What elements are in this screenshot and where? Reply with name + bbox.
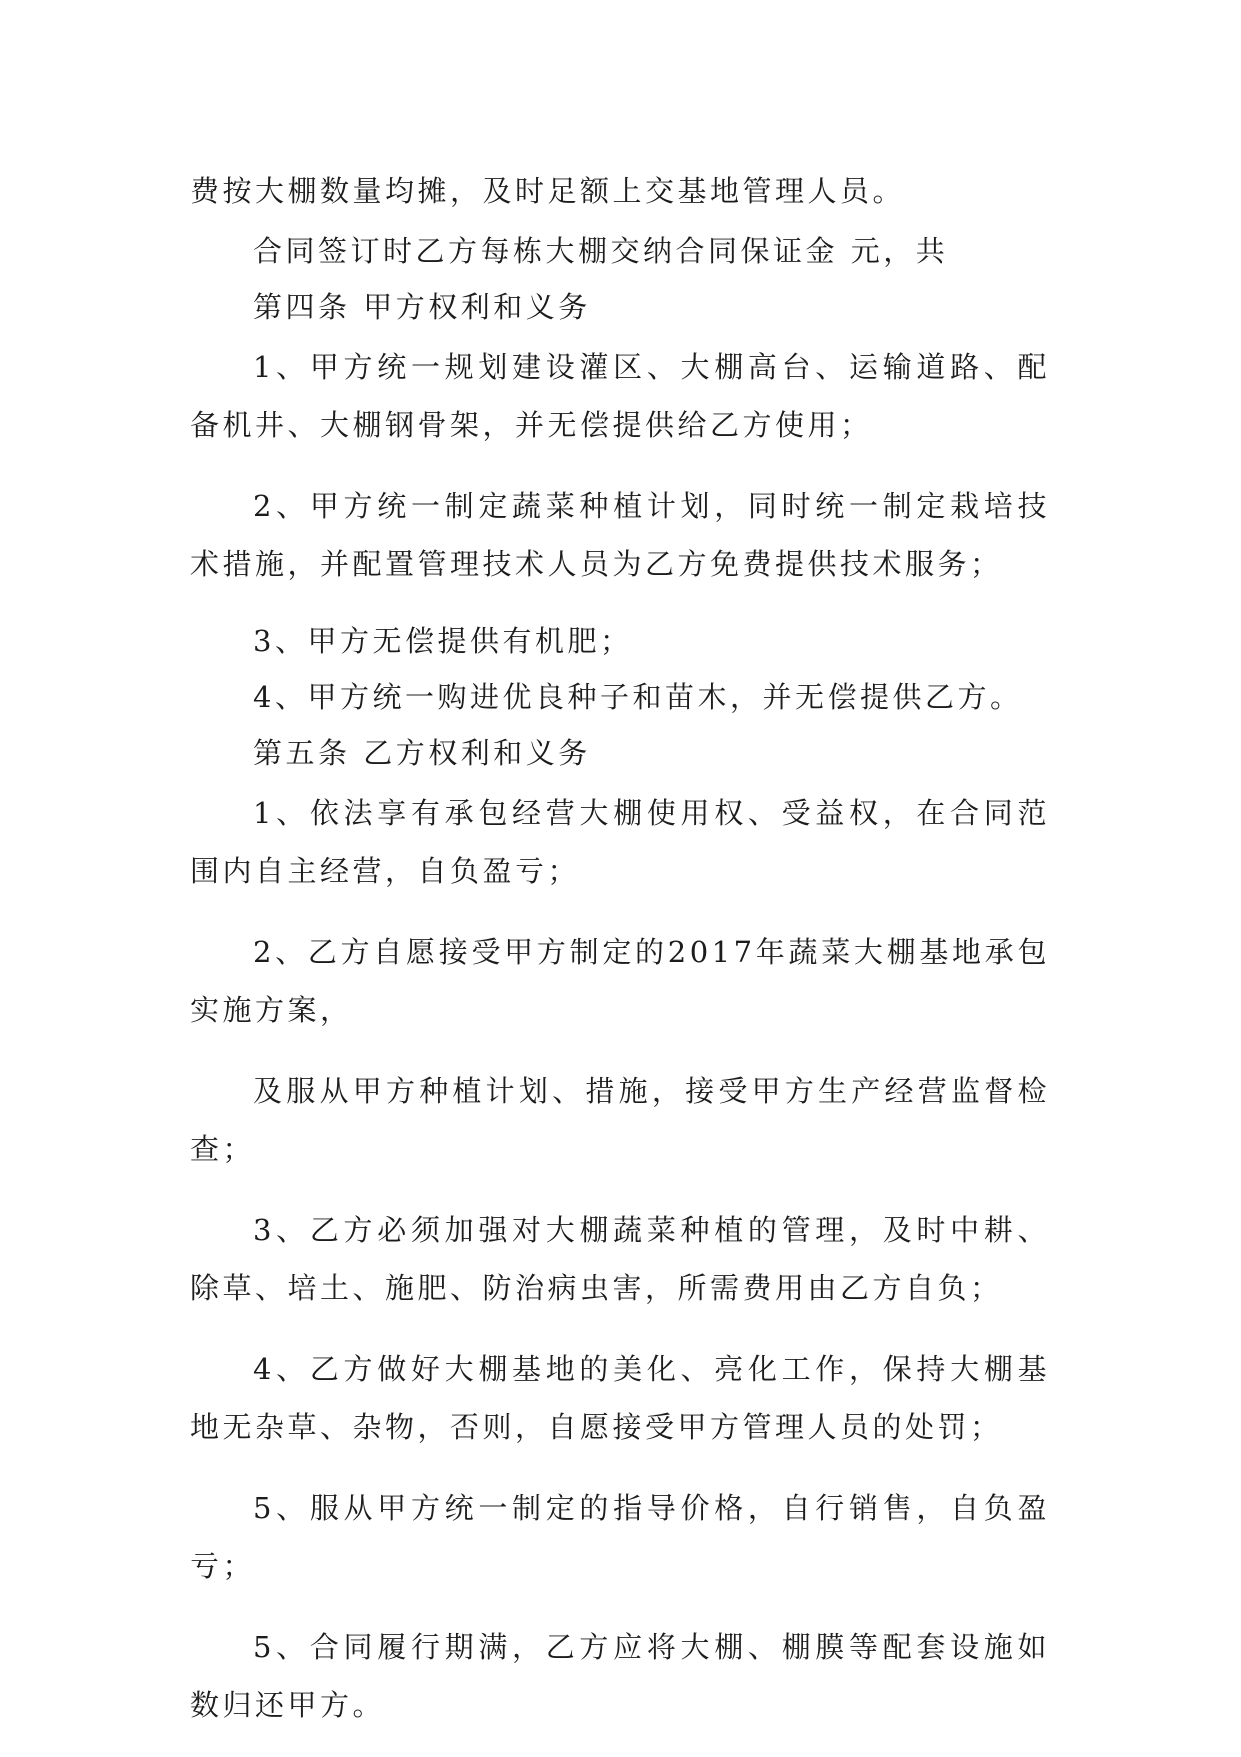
paragraph-fee-apportion: 费按大棚数量均摊，及时足额上交基地管理人员。 (190, 174, 906, 208)
paragraph-article-5-item-5b: 5、合同履行期满，乙方应将大棚、棚膜等配套设施如数归还甲方。 (190, 1630, 1050, 1722)
paragraph-article-5-item-2-cont: 及服从甲方种植计划、措施，接受甲方生产经营监督检查； (190, 1074, 1050, 1166)
paragraph-article-5-item-2: 2、乙方自愿接受甲方制定的2017年蔬菜大棚基地承包实施方案， (190, 935, 1050, 1027)
paragraph-article-5-item-1: 1、依法享有承包经营大棚使用权、受益权，在合同范围内自主经营，自负盈亏； (190, 796, 1050, 888)
paragraph-article-4-item-4: 4、甲方统一购进优良种子和苗木，并无偿提供乙方。 (253, 680, 1023, 714)
heading-article-4: 第四条 甲方权利和义务 (253, 290, 591, 324)
paragraph-article-4-item-3: 3、甲方无偿提供有机肥； (253, 624, 633, 658)
paragraph-article-5-item-4: 4、乙方做好大棚基地的美化、亮化工作，保持大棚基地无杂草、杂物，否则，自愿接受甲方管理人员的处罚； (190, 1352, 1050, 1444)
heading-article-5: 第五条 乙方权利和义务 (253, 736, 591, 770)
paragraph-article-4-item-1: 1、甲方统一规划建设灌区、大棚高台、运输道路、配备机井、大棚钢骨架，并无偿提供给乙方使用； (190, 350, 1050, 442)
paragraph-article-5-item-5: 5、服从甲方统一制定的指导价格，自行销售，自负盈亏； (190, 1491, 1050, 1583)
paragraph-article-5-item-3: 3、乙方必须加强对大棚蔬菜种植的管理，及时中耕、除草、培土、施肥、防治病虫害，所需费用由乙方自负； (190, 1213, 1050, 1305)
document-body (190, 162, 1050, 1757)
paragraph-deposit: 合同签订时乙方每栋大棚交纳合同保证金 元，共 (253, 234, 949, 268)
paragraph-article-4-item-2: 2、甲方统一制定蔬菜种植计划，同时统一制定栽培技术措施，并配置管理技术人员为乙方免费提供技术服务； (190, 489, 1050, 581)
